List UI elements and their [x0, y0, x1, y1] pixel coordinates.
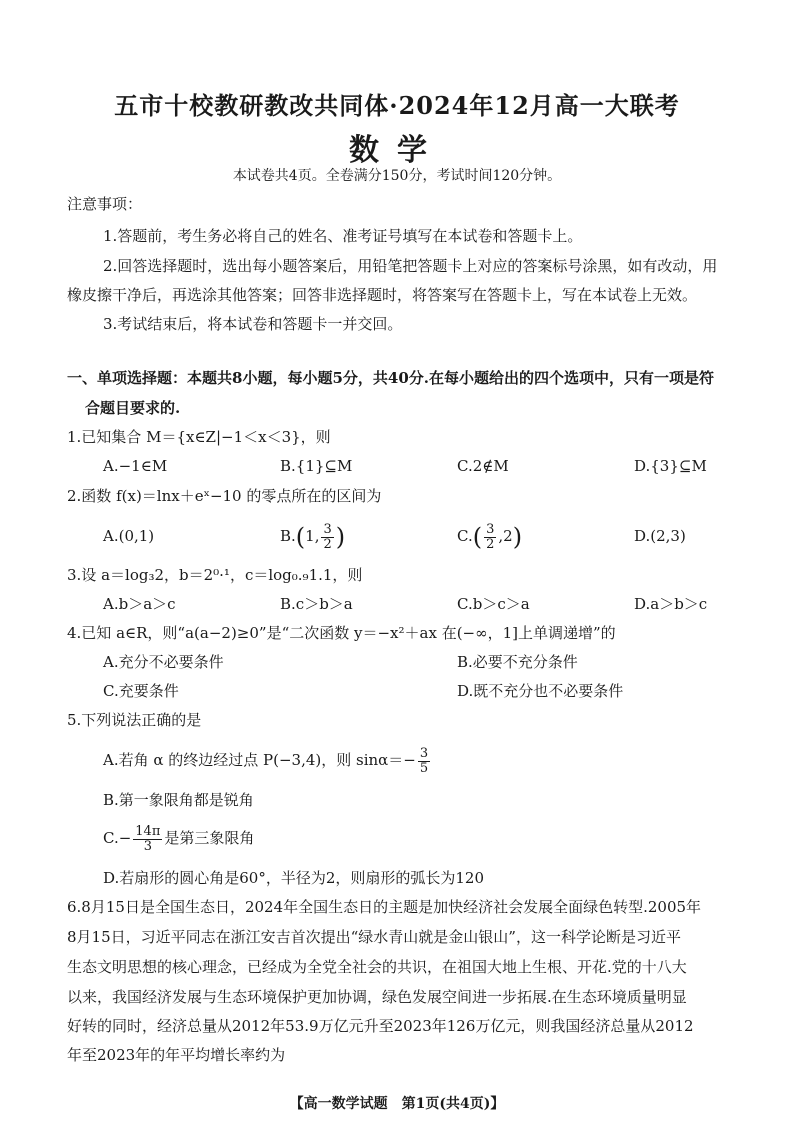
notice-item-3: 3.考试结束后，将本试卷和答题卡一并交回。 — [103, 315, 403, 333]
exam-title: 五市十校教研教改共同体·2024年12月高一大联考 — [114, 91, 680, 120]
q4-option-a: A.充分不必要条件 — [103, 653, 224, 671]
q2-b-fraction: $\frac{3}{2}$ — [323, 521, 332, 552]
q3-option-c: C.b＞c＞a — [457, 595, 530, 613]
q1-stem: 1.已知集合 M＝{x∈Z|−1＜x＜3}，则 — [67, 428, 331, 446]
q4-stem: 4.已知 a∈R，则“a(a−2)≥0”是“二次函数 y＝−x²＋ax 在(−∞，1]上单调递增”的 — [67, 624, 616, 642]
q6-line-1: 6.8月15日是全国生态日，2024年全国生态日的主题是加快经济社会发展全面绿色转型.2005年 — [67, 898, 702, 916]
q2-option-b: B.(1, $\frac{3}{2}$ ) — [280, 521, 346, 552]
q1-option-b: B.{1}⊆M — [280, 457, 353, 475]
q1-option-a: A.−1∈M — [103, 457, 168, 475]
q5-option-c: C.− $\frac{14\pi}{3}$ 是第三象限角 — [103, 823, 255, 854]
q4-option-c: C.充要条件 — [103, 682, 179, 700]
q5-c-fraction: $\frac{14\pi}{3}$ — [135, 823, 161, 854]
q2-option-c: C.( $\frac{3}{2}$ ,2) — [457, 521, 523, 552]
q5-stem: 5.下列说法正确的是 — [67, 711, 202, 729]
section-1-heading-cont: 合题目要求的. — [85, 399, 181, 417]
q5-option-a: A.若角 α 的终边经过点 P(−3,4)，则 sinα＝− $\frac{3}{5}$ — [103, 745, 429, 776]
q3-option-a: A.b＞a＞c — [103, 595, 176, 613]
q3-option-b: B.c＞b＞a — [280, 595, 353, 613]
q6-line-6: 年至2023年的年平均增长率约为 — [67, 1046, 286, 1064]
q5-a-fraction: $\frac{3}{5}$ — [419, 745, 429, 776]
q6-line-5: 好转的同时，经济总量从2012年53.9万亿元升至2023年126万亿元，则我国经济总量从2012 — [67, 1017, 694, 1035]
q4-option-d: D.既不充分也不必要条件 — [457, 682, 624, 700]
notice-heading: 注意事项： — [67, 195, 143, 213]
notice-item-2: 2.回答选择题时，选出每小题答案后，用铅笔把答题卡上对应的答案标号涂黑，如有改动，用 — [103, 257, 718, 275]
q2-stem: 2.函数 f(x)＝lnx＋eˣ−10 的零点所在的区间为 — [67, 487, 382, 505]
q6-line-4: 以来，我国经济发展与生态环境保护更加协调，绿色发展空间进一步拓展.在生态环境质量明显 — [67, 988, 687, 1006]
q5-option-b: B.第一象限角都是锐角 — [103, 791, 254, 809]
notice-item-2-cont: 橡皮擦干净后，再选涂其他答案；回答非选择题时，将答案写在答题卡上，写在本试卷上无效。 — [67, 286, 698, 304]
q3-option-d: D.a＞b＞c — [634, 595, 708, 613]
subject-title: 数学 — [349, 133, 445, 168]
q6-line-3: 生态文明思想的核心理念，已经成为全党全社会的共识，在祖国大地上生根、开花.党的十八大 — [67, 958, 687, 976]
q2-option-a: A.(0,1) — [103, 527, 155, 545]
q3-stem: 3.设 a＝log₃2，b＝2⁰·¹，c＝log₀.₉1.1，则 — [67, 566, 363, 584]
section-1-heading: 一、单项选择题：本题共8小题，每小题5分，共40分.在每小题给出的四个选项中，只有一项是符 — [67, 369, 714, 387]
notice-item-1: 1.答题前，考生务必将自己的姓名、准考证号填写在本试卷和答题卡上。 — [103, 227, 583, 245]
exam-intro: 本试卷共4页。全卷满分150分，考试时间120分钟。 — [232, 168, 562, 184]
q4-option-b: B.必要不充分条件 — [457, 653, 578, 671]
q1-option-d: D.{3}⊆M — [634, 457, 707, 475]
q5-option-d: D.若扇形的圆心角是60°，半径为2，则扇形的弧长为120 — [103, 869, 485, 887]
q6-line-2: 8月15日，习近平同志在浙江安吉首次提出“绿水青山就是金山银山”，这一科学论断是习近平 — [67, 928, 681, 946]
q2-c-fraction: $\frac{3}{2}$ — [486, 521, 495, 552]
q2-option-d: D.(2,3) — [634, 527, 686, 545]
page-footer: 【高一数学试题 第1页(共4页)】 — [289, 1096, 505, 1112]
q1-option-c: C.2∉M — [457, 457, 509, 475]
